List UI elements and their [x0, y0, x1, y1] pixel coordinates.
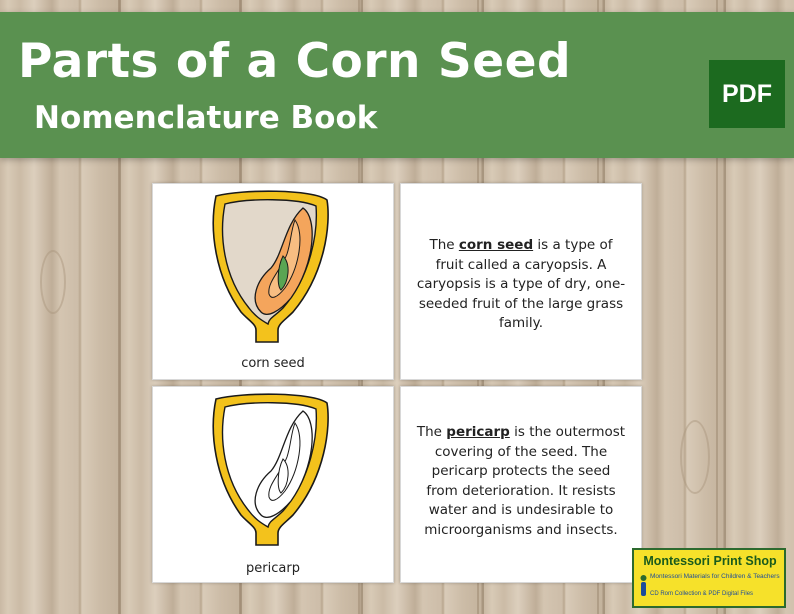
definition-card-corn-seed — [400, 183, 642, 380]
picture-card-pericarp — [152, 386, 394, 583]
picture-card-corn-seed — [152, 183, 394, 380]
definition-term: corn seed — [458, 237, 534, 253]
corn-seed-illustration — [153, 184, 395, 344]
logo-tagline: Montessori Materials for Children & Teachers — [650, 573, 780, 580]
child-figure-icon — [639, 574, 648, 598]
definition-body: is the outermost covering of the seed. The pericarp protects the seed from deterioration. It resists water and is undesirable to microorganisms and insects. — [424, 424, 626, 538]
logo-title: Montessori Print Shop — [643, 554, 777, 568]
pdf-badge: PDF — [709, 60, 785, 128]
pericarp-illustration — [153, 387, 395, 547]
definition-card-pericarp — [400, 386, 642, 583]
wood-knot — [680, 420, 710, 494]
definition-term: pericarp — [446, 424, 510, 440]
page-title: Parts of a Corn Seed — [18, 34, 572, 89]
wood-knot — [40, 250, 66, 314]
definition-intro: The — [416, 424, 447, 440]
card-label-corn-seed: corn seed — [241, 356, 305, 371]
definition-intro: The — [429, 237, 459, 253]
title-banner — [0, 12, 794, 158]
card-label-pericarp: pericarp — [246, 561, 300, 576]
definition-body: is a type of fruit called a caryopsis. A caryopsis is a type of dry, one-seeded fruit of the large grass family. — [416, 237, 626, 331]
definition-text-pericarp — [415, 423, 627, 540]
page-subtitle: Nomenclature Book — [34, 100, 378, 136]
definition-text-corn-seed — [415, 236, 627, 334]
montessori-print-shop-logo — [632, 548, 786, 608]
logo-footer: CD Rom Collection & PDF Digital Files — [650, 591, 754, 597]
